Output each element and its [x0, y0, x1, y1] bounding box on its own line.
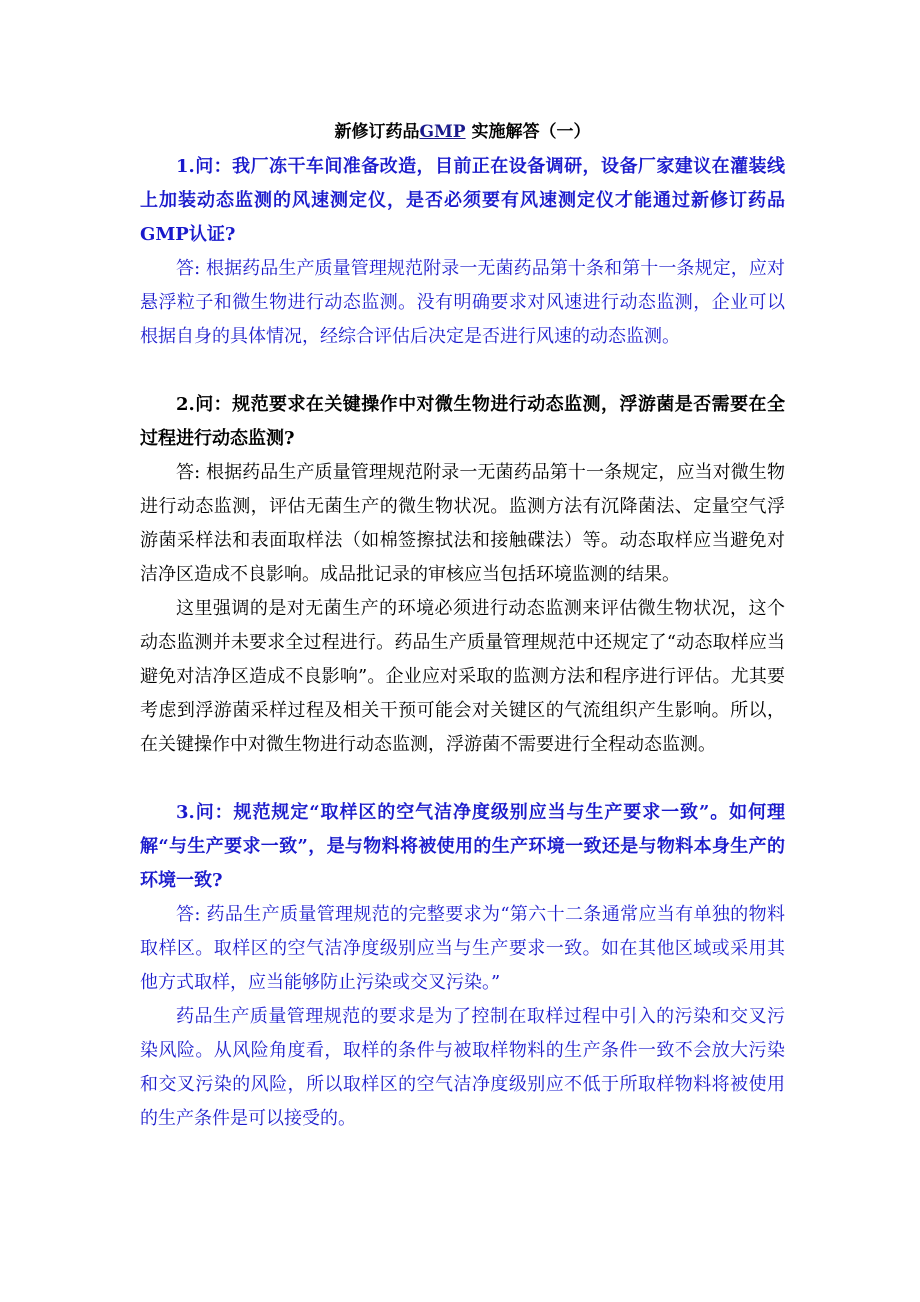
title-prefix: 新修订药品	[334, 122, 420, 142]
document-page	[140, 118, 785, 1136]
spacer	[140, 354, 785, 388]
title-gmp-link[interactable]: GMP	[419, 122, 466, 142]
spacer	[140, 762, 785, 796]
answer-1-paragraph-1: 答: 根据药品生产质量管理规范附录一无菌药品第十条和第十一条规定，应对悬浮粒子和微生物进行动态监测。没有明确要求对风速进行动态监测，企业可以根据自身的具体情况，经综合评估后决定是否进行风速的动态监测。	[140, 258, 785, 347]
question-2: 2.问：规范要求在关键操作中对微生物进行动态监测，浮游菌是否需要在全过程进行动态监测?	[140, 394, 785, 449]
answer-3-paragraph-2: 药品生产质量管理规范的要求是为了控制在取样过程中引入的污染和交叉污染风险。从风险角度看，取样的条件与被取样物料的生产条件一致不会放大污染和交叉污染的风险，所以取样区的空气洁净度级别应不低于所取样物料将被使用的生产条件是可以接受的。	[140, 1006, 785, 1129]
question-1: 1.问：我厂冻干车间准备改造，目前正在设备调研，设备厂家建议在灌装线上加装动态监测的风速测定仪，是否必须要有风速测定仪才能通过新修订药品GMP认证?	[140, 156, 785, 245]
title-suffix: 实施解答（一）	[465, 122, 591, 142]
answer-3-paragraph-1: 答: 药品生产质量管理规范的完整要求为“第六十二条通常应当有单独的物料取样区。取样区的空气洁净度级别应当与生产要求一致。如在其他区域或采用其他方式取样，应当能够防止污染或交叉污染。”	[140, 904, 785, 993]
question-3: 3.问：规范规定“取样区的空气洁净度级别应当与生产要求一致”。如何理解“与生产要求一致”，是与物料将被使用的生产环境一致还是与物料本身生产的环境一致?	[140, 802, 785, 891]
answer-2-paragraph-1: 答: 根据药品生产质量管理规范附录一无菌药品第十一条规定，应当对微生物进行动态监测，评估无菌生产的微生物状况。监测方法有沉降菌法、定量空气浮游菌采样法和表面取样法（如棉签擦拭法和接触碟法）等。动态取样应当避免对洁净区造成不良影响。成品批记录的审核应当包括环境监测的结果。	[140, 462, 785, 585]
document-title	[140, 118, 785, 146]
answer-2-paragraph-2: 这里强调的是对无菌生产的环境必须进行动态监测来评估微生物状况，这个动态监测并未要求全过程进行。药品生产质量管理规范中还规定了“动态取样应当避免对洁净区造成不良影响”。企业应对采取的监测方法和程序进行评估。尤其要考虑到浮游菌采样过程及相关干预可能会对关键区的气流组织产生影响。所以，在关键操作中对微生物进行动态监测，浮游菌不需要进行全程动态监测。	[140, 598, 785, 755]
